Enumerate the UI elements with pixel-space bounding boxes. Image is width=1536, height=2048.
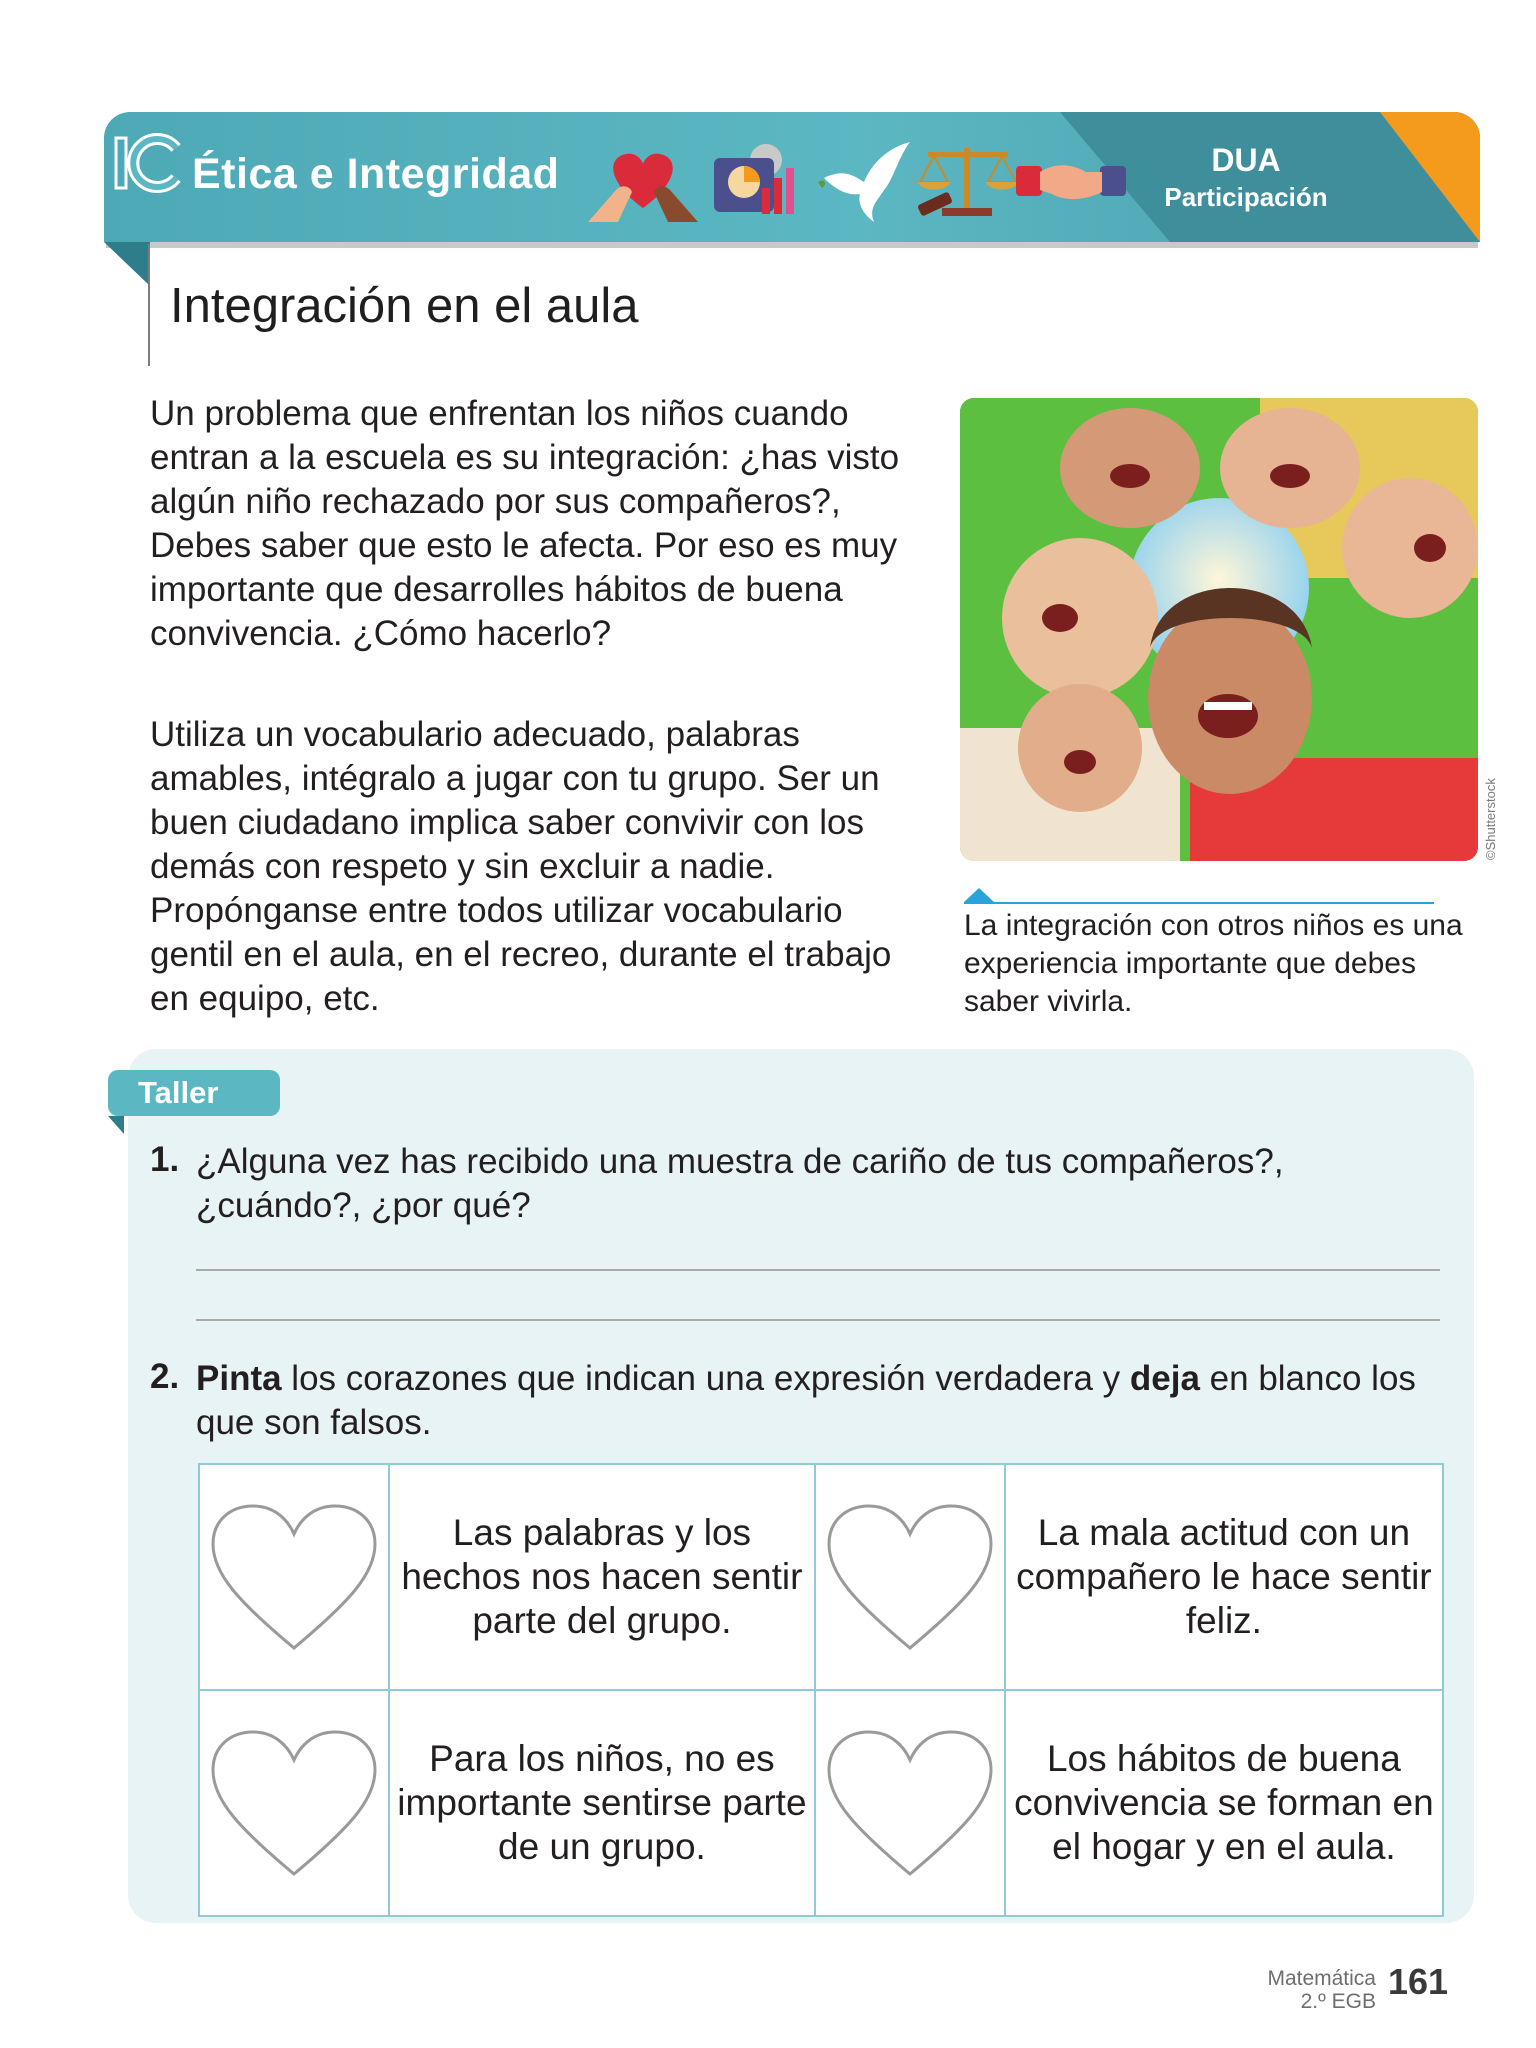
page-title: Integración en el aula [170, 279, 639, 333]
question-1-text: ¿Alguna vez has recibido una muestra de cariño de tus compañeros?, ¿cuándo?, ¿por qué? [196, 1142, 1284, 1225]
handshake-icon [1016, 138, 1126, 218]
answer-line-1[interactable] [196, 1269, 1440, 1271]
children-photo [960, 398, 1478, 861]
heart-cell[interactable] [815, 1464, 1005, 1690]
dua-badge-title: DUA [1211, 142, 1281, 178]
presentation-chart-icon [704, 138, 804, 222]
footer-subject: Matemática [1267, 1967, 1376, 1990]
hearts-table [198, 1463, 1444, 1917]
q2-bold-pinta: Pinta [196, 1359, 282, 1398]
caption-rule [964, 902, 1434, 904]
children-circle-image [960, 398, 1478, 861]
heart-cell[interactable] [815, 1690, 1005, 1916]
photo-caption: La integración con otros niños es una experiencia importante que debes saber vivirla. [964, 909, 1463, 1018]
q2-bold-deja: deja [1129, 1359, 1200, 1398]
statement-cell: Los hábitos de buena convivencia se forman en el hogar y en el aula. [1005, 1690, 1443, 1916]
question-2-number: 2. [150, 1357, 180, 1396]
dua-badge-subtitle: Participación [1164, 182, 1328, 212]
q2-text-part2: en blanco los que son falsos. [196, 1359, 1416, 1442]
heart-outline-icon[interactable] [825, 1728, 995, 1878]
dove-icon [814, 138, 914, 222]
banner-fold [104, 242, 150, 286]
section-banner [104, 112, 1480, 242]
statement-cell: La mala actitud con un compañero le hace sentir feliz. [1005, 1464, 1443, 1690]
heart-outline-icon[interactable] [209, 1728, 379, 1878]
photo-credit: ©Shutterstock [1483, 778, 1498, 860]
intro-paragraph: Un problema que enfrentan los niños cuando entran a la escuela es su integración: ¿has visto algún niño rechazado por sus compañeros?, Debes saber que esto le afecta. Por eso es muy importante que desarrolles hábitos de buena convivencia. ¿Cómo hacerlo? [150, 394, 900, 653]
question-2-text [196, 1357, 1446, 1445]
section-title: Ética e Integridad [192, 150, 560, 198]
page-number: 161 [1388, 1961, 1449, 2002]
statement-cell: Para los niños, no es importante sentirse parte de un grupo. [389, 1690, 815, 1916]
ic-logo-icon [112, 132, 182, 194]
scales-of-justice-icon [912, 138, 1022, 228]
taller-tab-fold [108, 1116, 124, 1134]
question-1-number: 1. [150, 1140, 180, 1179]
table-row [199, 1690, 1443, 1916]
caption-marker-icon [964, 888, 994, 902]
heart-outline-icon[interactable] [825, 1502, 995, 1652]
answer-line-2[interactable] [196, 1319, 1440, 1321]
taller-tab: Taller [108, 1070, 280, 1116]
heart-cell[interactable] [199, 1690, 389, 1916]
footer-grade: 2.º EGB [1300, 1990, 1376, 2013]
advice-paragraph: Utiliza un vocabulario adecuado, palabras amables, intégralo a jugar con tu grupo. Ser un buen ciudadano implica saber convivir con los demás con respeto y sin excluir a nadie. Propónganse entre todos utilizar vocabulario gentil en el aula, en el recreo, durante el trabajo en equipo, etc. [150, 715, 892, 1018]
title-rule [148, 244, 150, 366]
heart-outline-icon[interactable] [209, 1502, 379, 1652]
table-row [199, 1464, 1443, 1690]
statement-cell: Las palabras y los hechos nos hacen sentir parte del grupo. [389, 1464, 815, 1690]
q2-text-part1: los corazones que indican una expresión verdadera y [281, 1359, 1130, 1398]
heart-cell[interactable] [199, 1464, 389, 1690]
heart-hands-icon [588, 138, 698, 222]
